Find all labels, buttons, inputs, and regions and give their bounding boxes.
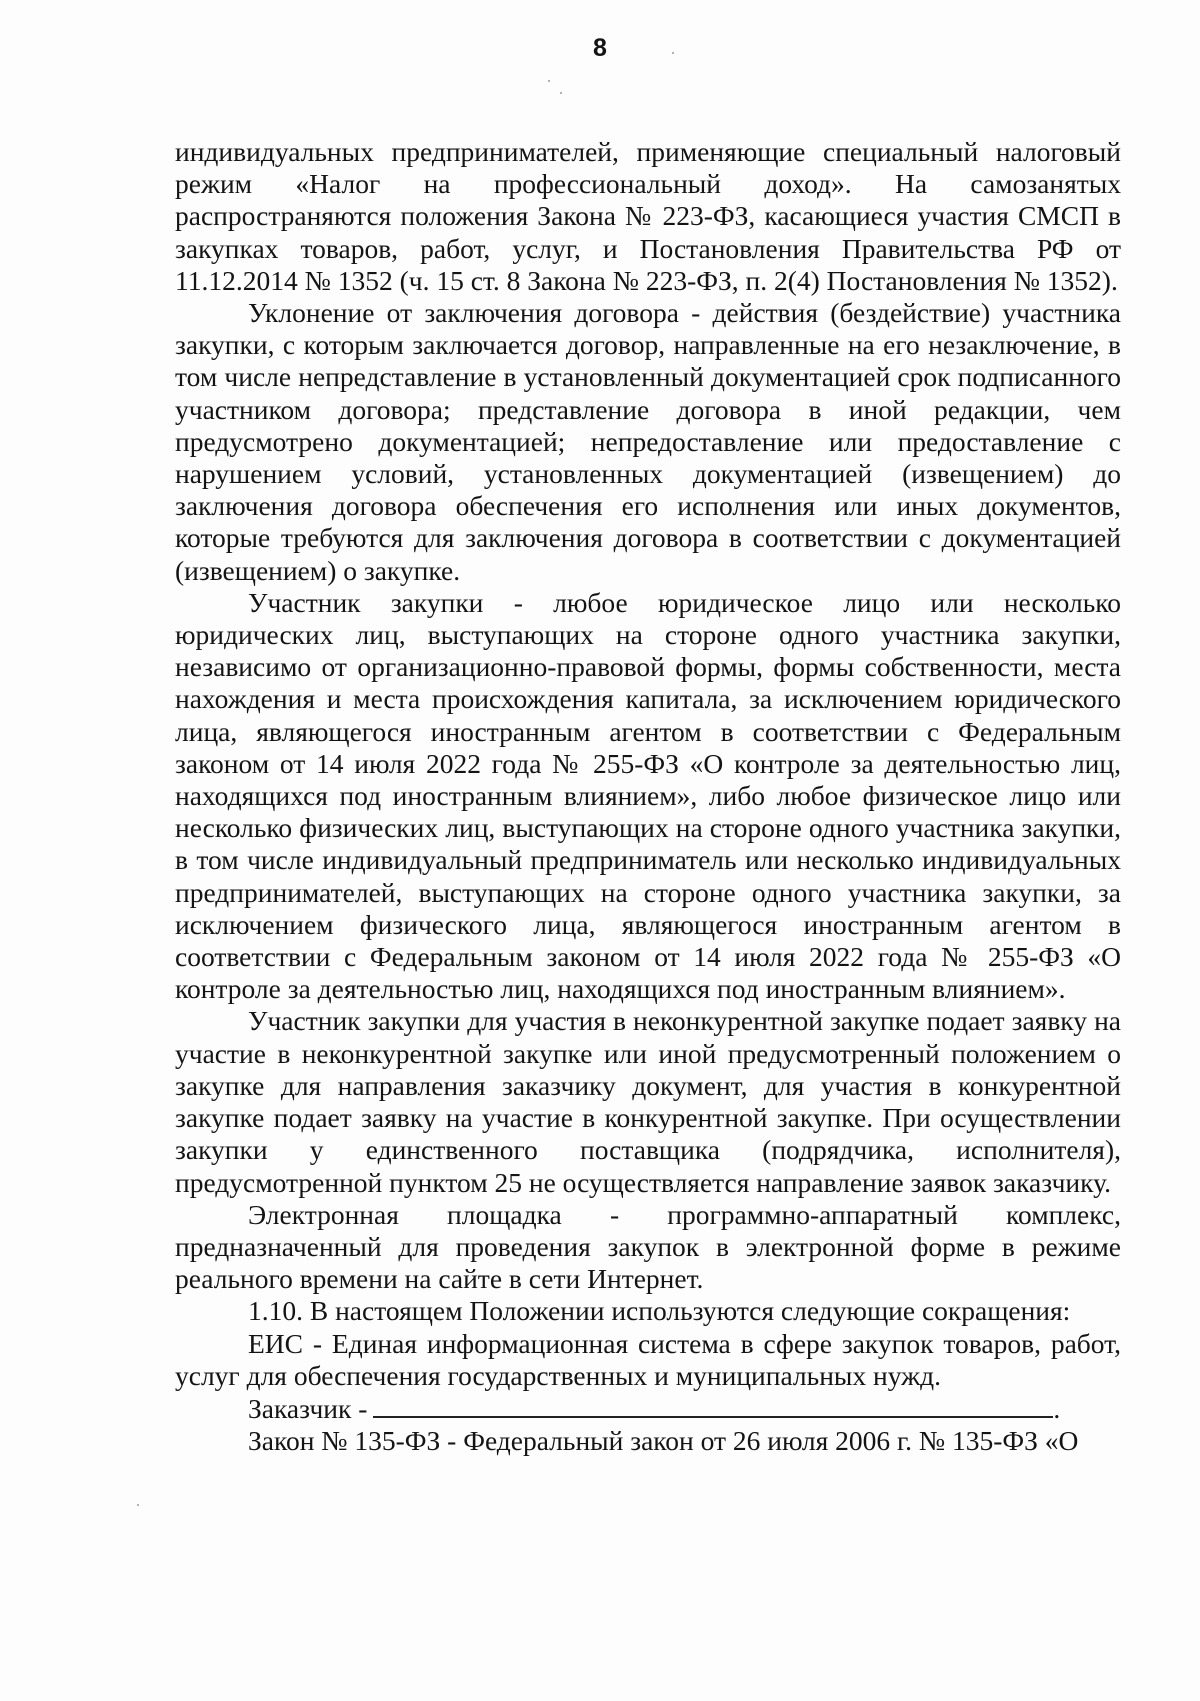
customer-blank-line bbox=[373, 1392, 1053, 1418]
paragraph-application-submission: Участник закупки для участия в неконкурентной закупке подает заявку на участие в неконкурентной закупке или иной предусмотренный положением о закупке для направления заказчику документ, для участия в конкурентной закупке подает заявку на участие в конкурентной закупке. При осуществлении закупки у единственного поставщика (подрядчика, исполнителя), предусмотренной пунктом 25 не осуществляется направление заявок заказчику. bbox=[175, 1005, 1121, 1198]
customer-line bbox=[175, 1392, 1121, 1425]
page-number: 8 bbox=[593, 34, 607, 62]
paragraph-abbreviations-heading: 1.10. В настоящем Положении используются следующие сокращения: bbox=[248, 1295, 1071, 1327]
scan-speck bbox=[137, 1504, 139, 1506]
scan-speck bbox=[672, 52, 674, 54]
customer-label: Заказчик - bbox=[248, 1392, 368, 1424]
customer-line-end: . bbox=[1053, 1392, 1061, 1424]
paragraph-law-135: Закон № 135-ФЗ - Федеральный закон от 26 июля 2006 г. № 135-ФЗ «О bbox=[248, 1425, 1079, 1457]
paragraph-eis-abbreviation: ЕИС - Единая информационная система в сфере закупок товаров, работ, услуг для обеспечения государственных и муниципальных нужд. bbox=[175, 1327, 1121, 1391]
document-body bbox=[175, 136, 1121, 1457]
paragraph-procurement-participant: Участник закупки - любое юридическое лицо или несколько юридических лиц, выступающих на стороне одного участника закупки, независимо от организационно-правовой формы, формы собственности, места нахождения и места происхождения капитала, за исключением юридического лица, являющегося иностранным агентом в соответствии с Федеральным законом от 14 июля 2022 года № 255-ФЗ «О контроле за деятельностью лиц, находящихся под иностранным влиянием», либо любое физическое лицо или несколько физических лиц, выступающих на стороне одного участника закупки, в том числе индивидуальный предприниматель или несколько индивидуальных предпринимателей, выступающих на стороне одного участника закупки, за исключением физического лица, являющегося иностранным агентом в соответствии с Федеральным законом от 14 июля 2022 года № 255-ФЗ «О контроле за деятельностью лиц, находящихся под иностранным влиянием». bbox=[175, 586, 1121, 1005]
paragraph-contract-evasion: Уклонение от заключения договора - действия (бездействие) участника закупки, с которым заключается договор, направленные на его незаключение, в том числе непредставление в установленный документацией срок подписанного участником договора; представление договора в иной редакции, чем предусмотрено документацией; непредоставление или предоставление с нарушением условий, установленных документацией (извещением) до заключения договора обеспечения его исполнения или иных документов, которые требуются для заключения договора в соответствии с документацией (извещением) о закупке. bbox=[175, 297, 1121, 586]
scan-speck bbox=[560, 92, 562, 94]
paragraph-electronic-platform: Электронная площадка - программно-аппаратный комплекс, предназначенный для проведения закупок в электронной форме в режиме реального времени на сайте в сети Интернет. bbox=[175, 1198, 1121, 1295]
scan-speck bbox=[548, 80, 550, 82]
paragraph-self-employed: индивидуальных предпринимателей, применяющие специальный налоговый режим «Налог на профессиональный доход». На самозанятых распространяются положения Закона № 223-ФЗ, касающиеся участия СМСП в закупках товаров, работ, услуг, и Постановления Правительства РФ от 11.12.2014 № 1352 (ч. 15 ст. 8 Закона № 223-ФЗ, п. 2(4) Постановления № 1352). bbox=[175, 136, 1121, 296]
